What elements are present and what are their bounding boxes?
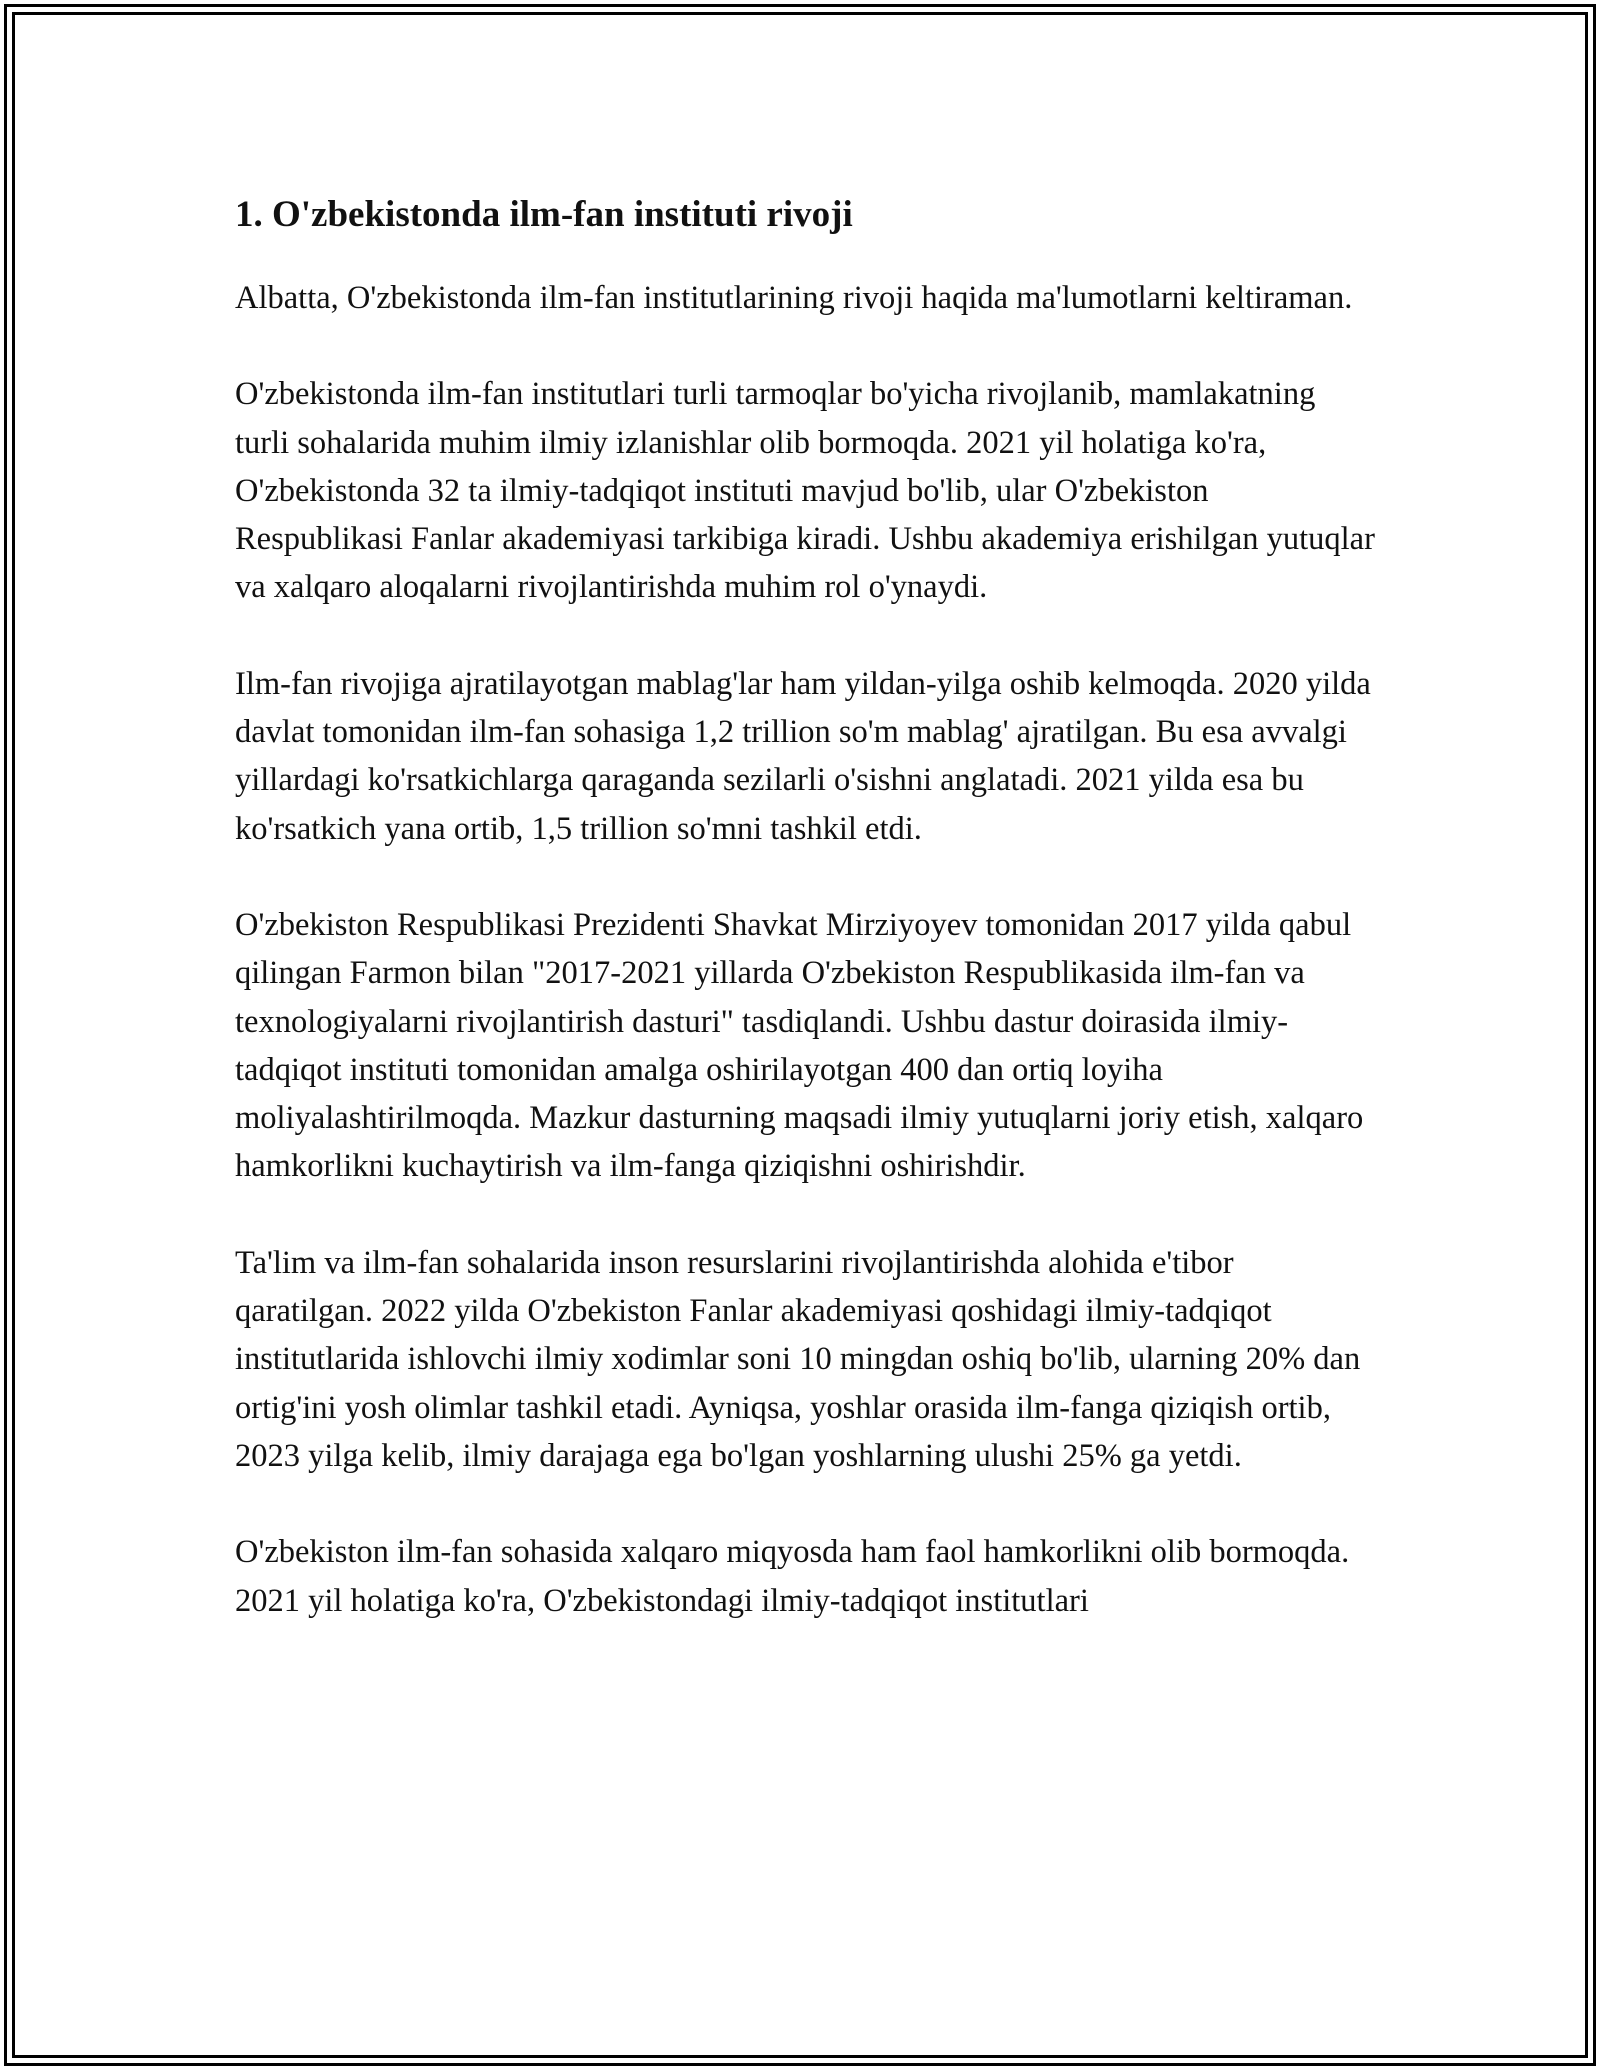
paragraph-international: O'zbekiston ilm-fan sohasida xalqaro miqyosda ham faol hamkorlikni olib bormoqda. 2021 yil holatiga ko'ra, O'zbekistondagi ilmiy-tadqiqot institutlari xyxy=(235,1534,1350,1619)
section-heading: 1. O'zbekistonda ilm-fan instituti rivoji xyxy=(235,194,853,235)
paragraph-human-resources: Ta'lim va ilm-fan sohalarida inson resurslarini rivojlantirishda alohida e'tibor qaratilgan. 2022 yilda O'zbekiston Fanlar akademiyasi qoshidagi ilmiy-tadqiqot institutlarida ishlovchi ilmiy xodimlar soni 10 mingdan oshiq bo'lib, ularning 20% dan ortig'ini yosh olimlar tashkil etadi. Ayniqsa, yoshlar orasida ilm-fanga qiziqish ortib, 2023 yilga kelib, ilmiy darajaga ega bo'lgan yoshlarning ulushi 25% ga yetdi. xyxy=(235,1244,1361,1474)
document-body xyxy=(235,186,1375,1673)
paragraph-funding: Ilm-fan rivojiga ajratilayotgan mablag'lar ham yildan-yilga oshib kelmoqda. 2020 yilda davlat tomonidan ilm-fan sohasiga 1,2 trillion so'm mablag' ajratilgan. Bu esa avvalgi yillardagi ko'rsatkichlarga qaraganda sezilarli o'sishni anglatadi. 2021 yilda esa bu ko'rsatkich yana ortib, 1,5 trillion so'mni tashkil etdi. xyxy=(235,665,1371,847)
paragraph-decree: O'zbekiston Respublikasi Prezidenti Shavkat Mirziyoyev tomonidan 2017 yilda qabul qilingan Farmon bilan "2017-2021 yillarda O'zbekiston Respublikasida ilm-fan va texnologiyalarni rivojlantirish dasturi" tasdiqlandi. Ushbu dastur doirasida ilmiy-tadqiqot instituti tomonidan amalga oshirilayotgan 400 dan ortiq loyiha moliyalashtirilmoqda. Mazkur dasturning maqsadi ilmiy yutuqlarni joriy etish, xalqaro hamkorlikni kuchaytirish va ilm-fanga qiziqishni oshirishdir. xyxy=(235,906,1364,1185)
paragraph-institutes: O'zbekistonda ilm-fan institutlari turli tarmoqlar bo'yicha rivojlanib, mamlakatning turli sohalarida muhim ilmiy izlanishlar olib bormoqda. 2021 yil holatiga ko'ra, O'zbekistonda 32 ta ilmiy-tadqiqot instituti mavjud bo'lib, ular O'zbekiston Respublikasi Fanlar akademiyasi tarkibiga kiradi. Ushbu akademiya erishilgan yutuqlar va xalqaro aloqalarni rivojlantirishda muhim rol o'ynaydi. xyxy=(235,376,1375,606)
paragraph-intro: Albatta, O'zbekistonda ilm-fan institutlarining rivoji haqida ma'lumotlarni keltiraman. xyxy=(235,280,1353,316)
